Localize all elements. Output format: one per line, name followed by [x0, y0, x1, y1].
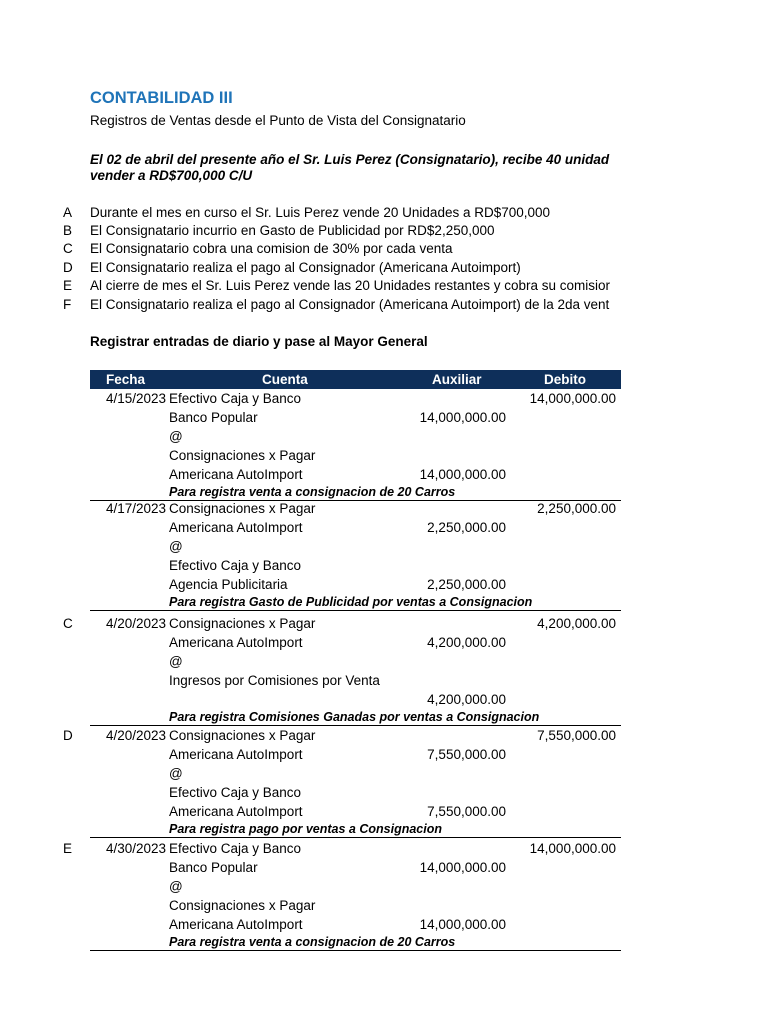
entry-credit-subaccount: Americana AutoImport — [169, 804, 303, 819]
entry-debit-amount: 14,000,000.00 — [529, 841, 616, 856]
entry-description: Para registra Gasto de Publicidad por ventas a Consignacion — [169, 595, 533, 609]
item-letter: D — [63, 260, 73, 275]
entry-divider — [90, 610, 621, 611]
entry-debit-subaccount: Banco Popular — [169, 860, 258, 875]
entry-description: Para registra venta a consignacion de 20 Carros — [169, 485, 456, 499]
entry-debit-subaccount: Americana AutoImport — [169, 747, 303, 762]
page-title: CONTABILIDAD III — [90, 89, 233, 107]
intro-line-2: vender a RD$700,000 C/U — [90, 168, 253, 183]
entry-credit-subaccount: Agencia Publicitaria — [169, 577, 288, 592]
entry-credit-account: Efectivo Caja y Banco — [169, 785, 302, 800]
item-letter: C — [63, 241, 73, 256]
entry-date: 4/20/2023 — [105, 728, 166, 743]
entry-debit-amount: 4,200,000.00 — [537, 616, 616, 631]
entry-date: 4/20/2023 — [105, 616, 166, 631]
entry-credit-account: Consignaciones x Pagar — [169, 448, 316, 463]
entry-divider — [90, 837, 621, 838]
item-letter: A — [63, 205, 73, 220]
table-header — [90, 370, 621, 389]
entry-description: Para registra Comisiones Ganadas por ventas a Consignacion — [169, 710, 540, 724]
entry-divider — [90, 950, 621, 951]
header-fecha: Fecha — [106, 372, 146, 387]
page-subtitle: Registros de Ventas desde el Punto de Vista del Consignatario — [90, 113, 466, 128]
entry-debit-amount: 7,550,000.00 — [537, 728, 616, 743]
entry-letter: E — [63, 841, 73, 856]
item-letter: F — [63, 297, 72, 312]
entry-at-symbol: @ — [169, 429, 183, 444]
entry-credit-subaccount-amount: 7,550,000.00 — [427, 804, 506, 819]
entry-debit-subaccount-amount: 2,250,000.00 — [427, 520, 506, 535]
entry-description: Para registra venta a consignacion de 20 Carros — [169, 935, 456, 949]
entry-at-symbol: @ — [169, 766, 183, 781]
entry-date: 4/17/2023 — [105, 501, 166, 516]
entry-debit-subaccount-amount: 14,000,000.00 — [419, 860, 506, 875]
entry-debit-amount: 2,250,000.00 — [537, 501, 616, 516]
entry-credit-subaccount: Americana AutoImport — [169, 467, 303, 482]
entry-debit-subaccount: Americana AutoImport — [169, 520, 303, 535]
entry-date: 4/30/2023 — [105, 841, 166, 856]
entry-debit-account: Consignaciones x Pagar — [169, 728, 316, 743]
entry-debit-account: Consignaciones x Pagar — [169, 616, 316, 631]
header-debito: Debito — [544, 372, 586, 387]
entry-debit-subaccount: Banco Popular — [169, 410, 258, 425]
entry-letter: C — [63, 616, 73, 631]
entry-credit-account: Consignaciones x Pagar — [169, 898, 316, 913]
entry-credit-subaccount-amount: 2,250,000.00 — [427, 577, 506, 592]
entry-debit-subaccount-amount: 7,550,000.00 — [427, 747, 506, 762]
entry-description: Para registra pago por ventas a Consignacion — [169, 822, 442, 836]
entry-divider — [90, 725, 621, 726]
entry-debit-subaccount-amount: 14,000,000.00 — [419, 410, 506, 425]
header-auxiliar: Auxiliar — [432, 372, 482, 387]
entry-credit-subaccount: Americana AutoImport — [169, 917, 303, 932]
item-text: El Consignatario realiza el pago al Consignador (Americana Autoimport) de la 2da vent — [90, 297, 610, 312]
entry-credit-account: Efectivo Caja y Banco — [169, 558, 302, 573]
entry-at-symbol: @ — [169, 879, 183, 894]
item-text: El Consignatario realiza el pago al Consignador (Americana Autoimport) — [90, 260, 521, 275]
item-letter: B — [63, 223, 73, 238]
header-cuenta: Cuenta — [262, 372, 308, 387]
entry-debit-account: Consignaciones x Pagar — [169, 501, 316, 516]
item-text: Al cierre de mes el Sr. Luis Perez vende las 20 Unidades restantes y cobra su comisior — [90, 278, 610, 293]
entry-credit-subaccount-amount: 4,200,000.00 — [427, 692, 506, 707]
section-title: Registrar entradas de diario y pase al Mayor General — [90, 334, 428, 349]
entry-credit-subaccount-amount: 14,000,000.00 — [419, 917, 506, 932]
entry-debit-account: Efectivo Caja y Banco — [169, 841, 302, 856]
entry-credit-account: Ingresos por Comisiones por Venta — [169, 673, 380, 688]
entry-credit-subaccount-amount: 14,000,000.00 — [419, 467, 506, 482]
item-letter: E — [63, 278, 73, 293]
entry-date: 4/15/2023 — [105, 391, 166, 406]
entry-letter: D — [63, 728, 73, 743]
item-text: El Consignatario incurrio en Gasto de Publicidad por RD$2,250,000 — [90, 223, 495, 238]
entry-debit-subaccount-amount: 4,200,000.00 — [427, 635, 506, 650]
entry-at-symbol: @ — [169, 654, 183, 669]
entry-debit-subaccount: Americana AutoImport — [169, 635, 303, 650]
entry-at-symbol: @ — [169, 539, 183, 554]
intro-line-1: El 02 de abril del presente año el Sr. Luis Perez (Consignatario), recibe 40 unidad — [90, 152, 610, 167]
item-text: El Consignatario cobra una comision de 30% por cada venta — [90, 241, 453, 256]
entry-debit-amount: 14,000,000.00 — [529, 391, 616, 406]
entry-debit-account: Efectivo Caja y Banco — [169, 391, 302, 406]
item-text: Durante el mes en curso el Sr. Luis Perez vende 20 Unidades a RD$700,000 — [90, 205, 551, 220]
